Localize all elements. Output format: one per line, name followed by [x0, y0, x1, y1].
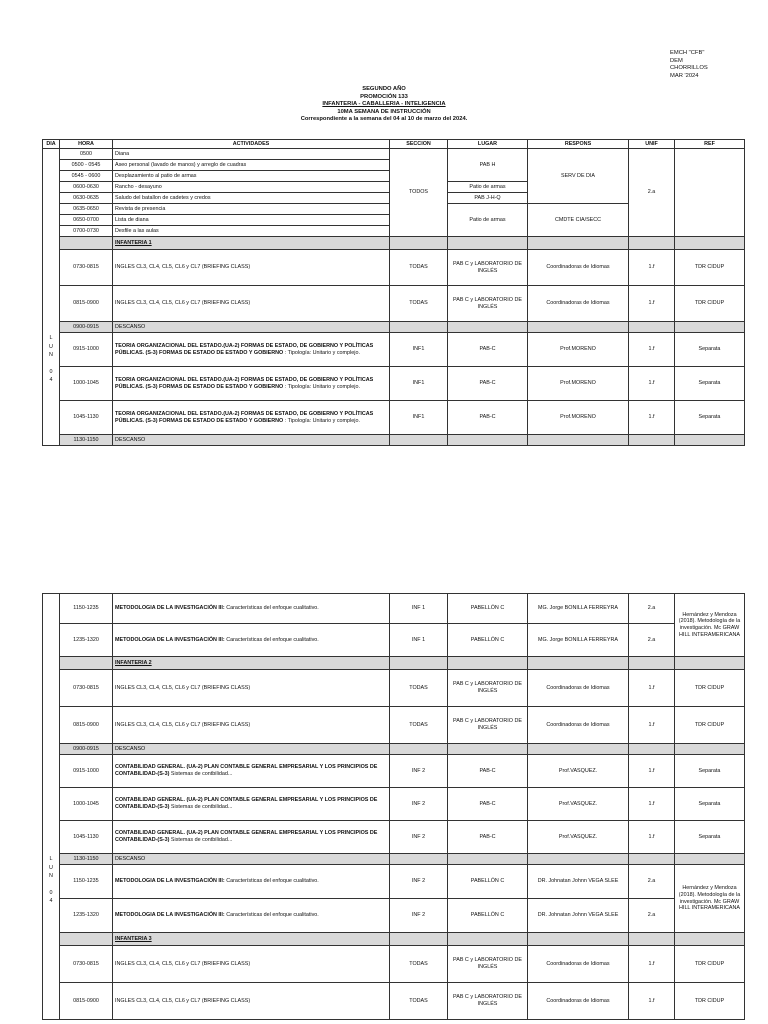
uniform-cell: 1.f — [629, 821, 675, 854]
section-title: INFANTERIA 3 — [113, 933, 390, 946]
activity-cell: INGLES CL3, CL4, CL5, CL6 y CL7 (BRIEFING CLASS) — [113, 286, 390, 322]
place-cell: PAB J-H-Q — [448, 193, 528, 204]
responsible-cell: Prof.VASQUEZ. — [528, 821, 629, 854]
table-row — [43, 594, 745, 624]
section-cell: TODAS — [390, 286, 448, 322]
responsible-cell: Prof.MORENO — [528, 401, 629, 435]
col-header-actividades: ACTIVIDADES — [113, 140, 390, 149]
table-row — [43, 865, 745, 899]
uniform-cell: 2.a — [629, 624, 675, 657]
ref-cell: Separata — [675, 333, 745, 367]
responsible-cell: Coordinadoras de Idiomas — [528, 707, 629, 744]
uniform-cell: 2.a — [629, 594, 675, 624]
table-row — [43, 983, 745, 1020]
place-cell: PAB-C — [448, 821, 528, 854]
section-cell: INF 2 — [390, 865, 448, 899]
uniform-cell: 1.f — [629, 250, 675, 286]
table-row — [43, 250, 745, 286]
place-cell: Patio de armas — [448, 182, 528, 193]
responsible-cell: Prof.VASQUEZ. — [528, 788, 629, 821]
responsible-cell: MG. Jorge BONILLA FERREYRA — [528, 624, 629, 657]
uniform-cell: 2.a — [629, 149, 675, 237]
ref-cell: TDR CIDUP — [675, 670, 745, 707]
place-cell: PAB-C — [448, 333, 528, 367]
time-cell: 1045-1130 — [60, 821, 113, 854]
place-cell: Patio de armas — [448, 204, 528, 237]
section-cell: TODAS — [390, 250, 448, 286]
ref-cell: TDR CIDUP — [675, 946, 745, 983]
issuer-line: CHORRILLOS — [670, 65, 708, 72]
activity-cell: INGLES CL3, CL4, CL5, CL6 y CL7 (BRIEFING CLASS) — [113, 946, 390, 983]
place-cell: PAB C y LABORATORIO DE INGLÉS — [448, 946, 528, 983]
place-cell: PABELLÓN C — [448, 624, 528, 657]
table-row — [43, 367, 745, 401]
table-row — [43, 788, 745, 821]
activity-cell: Rancho - desayuno — [113, 182, 390, 193]
activity-cell: DESCANSO — [113, 854, 390, 865]
table-row — [43, 286, 745, 322]
uniform-cell: 1.f — [629, 367, 675, 401]
activity-cell: Lista de diana — [113, 215, 390, 226]
section-cell: INF 2 — [390, 755, 448, 788]
col-header-respons: RESPONS — [528, 140, 629, 149]
responsible-cell: Coordinadoras de Idiomas — [528, 286, 629, 322]
ref-cell: Separata — [675, 367, 745, 401]
col-header-ref: REF — [675, 140, 745, 149]
time-cell: 1150-1235 — [60, 594, 113, 624]
activity-cell: Aseo personal (lavado de manos) y arreglo de cuadras — [113, 160, 390, 171]
time-cell: 0700-0730 — [60, 226, 113, 237]
responsible-cell: CMDTE CIA/SECC — [528, 204, 629, 237]
title-promotion: PROMOCIÓN 133 — [360, 93, 408, 100]
schedule-table-continued — [42, 593, 745, 1020]
time-cell: 0815-0900 — [60, 286, 113, 322]
time-cell: 0650-0700 — [60, 215, 113, 226]
table-row — [43, 755, 745, 788]
table-row — [43, 149, 745, 160]
time-cell: 1235-1320 — [60, 899, 113, 933]
activity-cell: INGLES CL3, CL4, CL5, CL6 y CL7 (BRIEFING CLASS) — [113, 707, 390, 744]
ref-cell: TDR CIDUP — [675, 286, 745, 322]
place-cell: PAB C y LABORATORIO DE INGLÉS — [448, 983, 528, 1020]
section-cell: INF1 — [390, 401, 448, 435]
time-cell: 0630-0635 — [60, 193, 113, 204]
uniform-cell: 1.f — [629, 788, 675, 821]
time-cell: 0915-1000 — [60, 333, 113, 367]
break-row — [43, 435, 745, 446]
table-row — [43, 333, 745, 367]
time-cell: 0635-0650 — [60, 204, 113, 215]
time-cell: 0500 — [60, 149, 113, 160]
activity-cell: INGLES CL3, CL4, CL5, CL6 y CL7 (BRIEFING CLASS) — [113, 670, 390, 707]
title-dates: Correspondiente a la semana del 04 al 10 de marzo del 2024. — [300, 116, 468, 123]
responsible-cell: MG. Jorge BONILLA FERREYRA — [528, 594, 629, 624]
break-row — [43, 322, 745, 333]
ref-cell: TDR CIDUP — [675, 983, 745, 1020]
uniform-cell: 2.a — [629, 865, 675, 899]
col-header-hora: HORA — [60, 140, 113, 149]
time-cell: 0730-0815 — [60, 946, 113, 983]
col-header-unif: UNIF — [629, 140, 675, 149]
title-year: SEGUNDO AÑO — [362, 86, 406, 92]
time-cell: 0815-0900 — [60, 983, 113, 1020]
responsible-cell: SERV DE DIA — [528, 149, 629, 204]
time-cell: 0915-1000 — [60, 755, 113, 788]
responsible-cell: Prof.MORENO — [528, 333, 629, 367]
col-header-dia: DIA — [43, 140, 60, 149]
activity-cell: Desplazamiento al patio de armas — [113, 171, 390, 182]
activity-cell: METODOLOGIA DE LA INVESTIGACIÓN III: Características del enfoque cualitativo. — [113, 899, 390, 933]
uniform-cell: 1.f — [629, 707, 675, 744]
ref-cell: Hernández y Mendoza (2018). Metodología de la investigación. Mc GRAW HILL INTERAMERICANA — [675, 594, 745, 657]
section-cell: TODAS — [390, 707, 448, 744]
time-cell: 1130-1150 — [60, 854, 113, 865]
time-cell: 0545 - 0600 — [60, 171, 113, 182]
uniform-cell: 1.f — [629, 670, 675, 707]
uniform-cell: 1.f — [629, 333, 675, 367]
activity-cell: CONTABILIDAD GENERAL. (UA-2) PLAN CONTABLE GENERAL EMPRESARIAL Y LOS PRINCIPIOS DE CONTABILIDAD-(S-3) Sistemas de contbilidad... — [113, 755, 390, 788]
section-title: INFANTERIA 1 — [113, 237, 390, 250]
time-cell: 1000-1045 — [60, 367, 113, 401]
section-header-row — [43, 237, 745, 250]
uniform-cell: 1.f — [629, 755, 675, 788]
section-cell: TODAS — [390, 983, 448, 1020]
document-title-block — [0, 86, 768, 124]
time-cell: 0500 - 0545 — [60, 160, 113, 171]
ref-cell: TDR CIDUP — [675, 250, 745, 286]
activity-cell: Diana — [113, 149, 390, 160]
responsible-cell: Coordinadoras de Idiomas — [528, 983, 629, 1020]
responsible-cell: Coordinadoras de Idiomas — [528, 670, 629, 707]
time-cell: 1235-1320 — [60, 624, 113, 657]
ref-cell — [675, 149, 745, 237]
time-cell: 1000-1045 — [60, 788, 113, 821]
responsible-cell: DR. Johnatan Johnn VEGA SLEE — [528, 865, 629, 899]
day-cell: L U N 0 4 — [43, 594, 60, 1020]
place-cell: PAB C y LABORATORIO DE INGLÉS — [448, 250, 528, 286]
table-row — [43, 821, 745, 854]
uniform-cell: 1.f — [629, 983, 675, 1020]
activity-cell: DESCANSO — [113, 435, 390, 446]
activity-cell: TEORIA ORGANIZACIONAL DEL ESTADO.(UA-2) FORMAS DE ESTADO, DE GOBIERNO Y POLÍTICAS PÚBLICAS. (S-3) FORMAS DE ESTADO DE ESTADO Y GOBIERNO : Tipología: Unitario y complejo. — [113, 401, 390, 435]
day-cell: L U N 0 4 — [43, 149, 60, 446]
break-row — [43, 854, 745, 865]
ref-cell: Separata — [675, 401, 745, 435]
place-cell: PABELLÓN C — [448, 594, 528, 624]
ref-cell: Separata — [675, 755, 745, 788]
header-row — [43, 140, 745, 149]
time-cell: 1045-1130 — [60, 401, 113, 435]
time-cell: 1150-1235 — [60, 865, 113, 899]
ref-cell: Hernández y Mendoza (2018). Metodología de la investigación. Mc GRAW HILL INTERAMERICANA — [675, 865, 745, 933]
activity-cell: INGLES CL3, CL4, CL5, CL6 y CL7 (BRIEFING CLASS) — [113, 983, 390, 1020]
time-cell: 1130-1150 — [60, 435, 113, 446]
issuer-block — [670, 50, 708, 80]
section-cell: TODOS — [390, 149, 448, 237]
section-header-row — [43, 933, 745, 946]
place-cell: PAB-C — [448, 755, 528, 788]
activity-cell: CONTABILIDAD GENERAL. (UA-2) PLAN CONTABLE GENERAL EMPRESARIAL Y LOS PRINCIPIOS DE CONTABILIDAD-(S-3) Sistemas de contbilidad... — [113, 821, 390, 854]
activity-cell: Desfile a las aulas — [113, 226, 390, 237]
section-header-row — [43, 657, 745, 670]
section-title: INFANTERIA 2 — [113, 657, 390, 670]
place-cell: PAB-C — [448, 367, 528, 401]
time-cell: 0730-0815 — [60, 670, 113, 707]
table-row — [43, 899, 745, 933]
place-cell: PAB C y LABORATORIO DE INGLÉS — [448, 670, 528, 707]
ref-cell: Separata — [675, 788, 745, 821]
responsible-cell: Coordinadoras de Idiomas — [528, 250, 629, 286]
section-cell: TODAS — [390, 670, 448, 707]
issuer-line: MAR '2024 — [670, 72, 699, 79]
section-cell: INF1 — [390, 333, 448, 367]
uniform-cell: 2.a — [629, 899, 675, 933]
activity-cell: METODOLOGIA DE LA INVESTIGACIÓN III: Características del enfoque cualitativo. — [113, 594, 390, 624]
table-row — [43, 946, 745, 983]
table-row — [43, 401, 745, 435]
place-cell: PAB-C — [448, 788, 528, 821]
activity-cell: METODOLOGIA DE LA INVESTIGACIÓN III: Características del enfoque cualitativo. — [113, 624, 390, 657]
uniform-cell: 1.f — [629, 946, 675, 983]
col-header-lugar: LUGAR — [448, 140, 528, 149]
title-arms: INFANTERIA - CABALLERIA - INTELIGENCIA — [322, 101, 446, 108]
col-header-seccion: SECCION — [390, 140, 448, 149]
time-cell: 0900-0915 — [60, 322, 113, 333]
place-cell: PABELLÓN C — [448, 899, 528, 933]
responsible-cell: Coordinadoras de Idiomas — [528, 946, 629, 983]
activity-cell: Saludo del batallon de cadetes y credos — [113, 193, 390, 204]
section-cell: INF1 — [390, 367, 448, 401]
issuer-line: DEM — [670, 57, 683, 64]
place-cell: PAB H — [448, 149, 528, 182]
time-cell: 0730-0815 — [60, 250, 113, 286]
break-row — [43, 744, 745, 755]
activity-cell: Revista de presencia — [113, 204, 390, 215]
activity-cell: METODOLOGIA DE LA INVESTIGACIÓN III: Características del enfoque cualitativo. — [113, 865, 390, 899]
section-cell: INF 2 — [390, 788, 448, 821]
ref-cell: Separata — [675, 821, 745, 854]
responsible-cell: Prof.MORENO — [528, 367, 629, 401]
section-cell: INF 2 — [390, 899, 448, 933]
schedule-table — [42, 139, 745, 446]
activity-cell: DESCANSO — [113, 322, 390, 333]
title-week: 10MA SEMANA DE INSTRUCCIÓN — [337, 108, 431, 115]
place-cell: PAB-C — [448, 401, 528, 435]
table-row — [43, 707, 745, 744]
time-cell: 0600-0630 — [60, 182, 113, 193]
table-row — [43, 624, 745, 657]
responsible-cell: DR. Johnatan Johnn VEGA SLEE — [528, 899, 629, 933]
issuer-line: EMCH "CFB" — [670, 50, 705, 56]
activity-cell: INGLES CL3, CL4, CL5, CL6 y CL7 (BRIEFING CLASS) — [113, 250, 390, 286]
activity-cell: CONTABILIDAD GENERAL. (UA-2) PLAN CONTABLE GENERAL EMPRESARIAL Y LOS PRINCIPIOS DE CONTABILIDAD-(S-3) Sistemas de contbilidad... — [113, 788, 390, 821]
responsible-cell: Prof.VASQUEZ. — [528, 755, 629, 788]
table-row — [43, 670, 745, 707]
activity-cell: DESCANSO — [113, 744, 390, 755]
activity-cell: TEORIA ORGANIZACIONAL DEL ESTADO.(UA-2) FORMAS DE ESTADO, DE GOBIERNO Y POLÍTICAS PÚBLICAS. (S-3) FORMAS DE ESTADO DE ESTADO Y GOBIERNO : Tipología: Unitario y complejo. — [113, 333, 390, 367]
time-cell: 0900-0915 — [60, 744, 113, 755]
time-cell: 0815-0900 — [60, 707, 113, 744]
section-cell: INF 2 — [390, 821, 448, 854]
ref-cell: TDR CIDUP — [675, 707, 745, 744]
uniform-cell: 1.f — [629, 401, 675, 435]
uniform-cell: 1.f — [629, 286, 675, 322]
place-cell: PABELLÓN C — [448, 865, 528, 899]
place-cell: PAB C y LABORATORIO DE INGLÉS — [448, 707, 528, 744]
activity-cell: TEORIA ORGANIZACIONAL DEL ESTADO.(UA-2) FORMAS DE ESTADO, DE GOBIERNO Y POLÍTICAS PÚBLICAS. (S-3) FORMAS DE ESTADO DE ESTADO Y GOBIERNO : Tipología: Unitario y complejo. — [113, 367, 390, 401]
section-cell: TODAS — [390, 946, 448, 983]
section-cell: INF 1 — [390, 624, 448, 657]
place-cell: PAB C y LABORATORIO DE INGLÉS — [448, 286, 528, 322]
section-cell: INF 1 — [390, 594, 448, 624]
